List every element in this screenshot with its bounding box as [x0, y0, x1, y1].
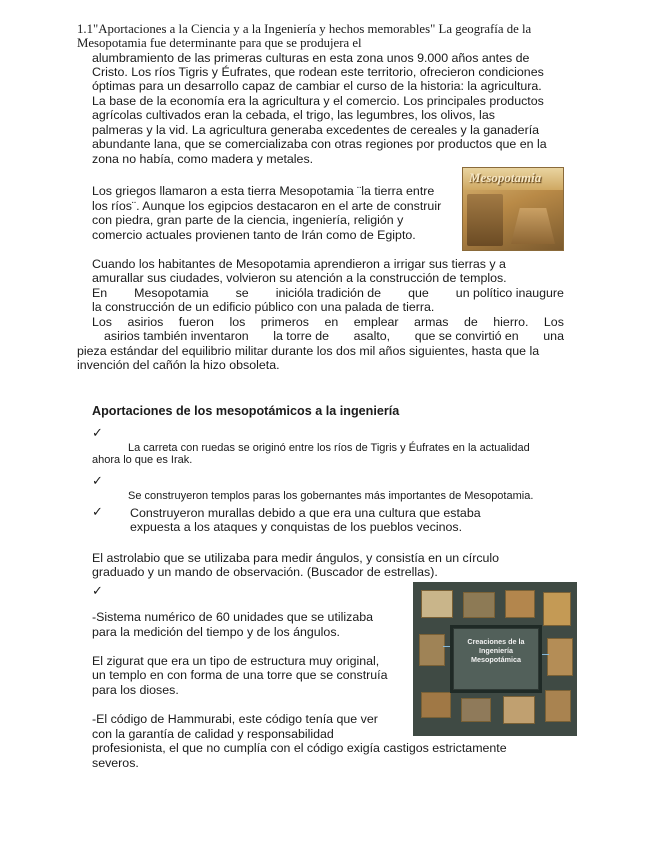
word: En — [92, 286, 108, 300]
word: Los — [543, 315, 564, 329]
word: los — [229, 315, 246, 329]
infographic-center-box — [453, 628, 539, 690]
word: asirios — [127, 315, 164, 329]
text-line: pieza estándar del equilibrio militar durante los dos mil años siguientes, hasta que la — [77, 344, 540, 358]
checkmark-icon: ✓ — [92, 584, 103, 599]
word: que — [408, 286, 429, 300]
text-line: amurallar sus ciudades, volvieron su atención a la construcción de templos. — [92, 271, 507, 285]
checkmark-icon: ✓ — [92, 474, 103, 489]
item-codigo-line-4: severos. — [92, 756, 139, 770]
word: armas — [414, 315, 449, 329]
photo-tile — [505, 590, 535, 618]
photo-tile — [545, 690, 571, 722]
item-murallas-line-2: expuesta a los ataques y conquistas de los pueblos vecinos. — [130, 520, 463, 534]
word: de — [463, 315, 478, 329]
engineering-infographic-image — [413, 582, 577, 736]
photo-tile — [543, 592, 571, 626]
photo-tile — [547, 638, 573, 676]
mesopotamia-image — [462, 167, 564, 251]
text-line: agrícolas cultivados eran la cebada, el trigo, las legumbres, los olivos, las — [92, 108, 495, 122]
text-line: los ríos¨. Aunque los egipcios destacaron en el arte de construir — [92, 199, 442, 213]
word: se — [235, 286, 249, 300]
photo-tile — [461, 698, 491, 722]
text-line-justified — [92, 315, 564, 329]
word: que se convirtió en — [414, 329, 519, 343]
checkmark-icon: ✓ — [92, 505, 103, 520]
word: emplear — [353, 315, 399, 329]
text-line: la construcción de un edificio público con una palada de tierra. — [92, 300, 435, 314]
text-line: invención del cañón la hizo obsoleta. — [77, 358, 280, 372]
text-line-justified — [104, 329, 564, 343]
item-carreta-line-1: La carreta con ruedas se originó entre los ríos de Tigris y Éufrates en la actualidad — [128, 442, 530, 454]
word: un político inaugure — [455, 286, 564, 300]
infographic-title: Creaciones de la Ingeniería Mesopotámica — [467, 637, 525, 664]
photo-tile — [421, 692, 451, 718]
item-sistema-line-1: -Sistema numérico de 60 unidades que se utilizaba — [92, 610, 374, 624]
stone-relief-shape — [467, 194, 503, 246]
item-astrolabio-line-2: graduado y un mando de observación. (Buscador de estrellas). — [92, 565, 438, 579]
text-line: óptimas para un desarrollo capaz de cambiar el curso de la historia: la agricultura. — [92, 79, 542, 93]
text-line-justified — [92, 286, 564, 300]
intro-line-2: Mesopotamia fue determinante para que se produjera el — [77, 36, 362, 50]
text-line: La base de la economía era la agricultura y el comercio. Los principales productos — [92, 94, 544, 108]
text-line: palmeras y la vid. La agricultura generaba excedentes de cereales y la ganadería — [92, 123, 540, 137]
item-astrolabio-line-1: El astrolabio que se utilizaba para medir ángulos, y consistía en un círculo — [92, 551, 500, 565]
section-heading: Aportaciones de los mesopotámicos a la ingeniería — [92, 404, 400, 418]
map-tile — [421, 590, 453, 618]
word: Los — [92, 315, 112, 329]
text-line: Cristo. Los ríos Tigris y Éufrates, que rodean este territorio, ofrecieron condiciones — [92, 65, 544, 79]
text-line: Cuando los habitantes de Mesopotamia aprendieron a irrigar sus tierras y a — [92, 257, 506, 271]
ziggurat-shape — [511, 208, 555, 244]
item-codigo-line-2: con la garantía de calidad y responsabilidad — [92, 727, 334, 741]
item-zigurat-line-1: El zigurat que era un tipo de estructura muy original, — [92, 654, 380, 668]
word: en — [324, 315, 339, 329]
item-carreta-line-2: ahora lo que es Irak. — [92, 454, 193, 466]
word: asirios también inventaron — [104, 329, 249, 343]
intro-line-1: 1.1"Aportaciones a la Ciencia y a la Ingeniería y hechos memorables" La geografía de la — [77, 22, 532, 36]
word: asalto, — [353, 329, 391, 343]
word: primeros — [260, 315, 309, 329]
word: hierro. — [493, 315, 529, 329]
photo-tile — [503, 696, 535, 724]
mesopotamia-image-title: Mesopotamia — [469, 170, 542, 185]
text-line: comercio actuales provienen tanto de Irán como de Egipto. — [92, 228, 416, 242]
item-zigurat-line-3: para los dioses. — [92, 683, 179, 697]
text-line: abundante lana, que se comercializaba con otras regiones por productos que en la — [92, 137, 547, 151]
checkmark-icon: ✓ — [92, 426, 103, 441]
item-templos: Se construyeron templos paras los gobernantes más importantes de Mesopotamia. — [128, 490, 534, 502]
item-zigurat-line-2: un templo en con forma de una torre que se construía — [92, 668, 388, 682]
item-codigo-line-3: profesionista, el que no cumplía con el código exigía castigos estrictamente — [92, 741, 507, 755]
text-line: zona no había, como madera y metales. — [92, 152, 314, 166]
item-murallas-line-1: Construyeron murallas debido a que era una cultura que estaba — [130, 506, 481, 520]
word: inicióla tradición de — [275, 286, 382, 300]
word: Mesopotamia — [134, 286, 209, 300]
photo-tile — [463, 592, 495, 618]
text-line: alumbramiento de las primeras culturas en esta zona unos 9.000 años antes de — [92, 51, 530, 65]
photo-tile — [419, 634, 445, 666]
word: fueron — [178, 315, 214, 329]
item-codigo-line-1: -El código de Hammurabi, este código tenía que ver — [92, 712, 378, 726]
text-line: con piedra, gran parte de la ciencia, ingeniería, religión y — [92, 213, 404, 227]
word: la torre de — [273, 329, 330, 343]
item-sistema-line-2: para la medición del tiempo y de los ángulos. — [92, 625, 340, 639]
word: una — [543, 329, 564, 343]
text-line: Los griegos llamaron a esta tierra Mesopotamia ¨la tierra entre — [92, 184, 435, 198]
